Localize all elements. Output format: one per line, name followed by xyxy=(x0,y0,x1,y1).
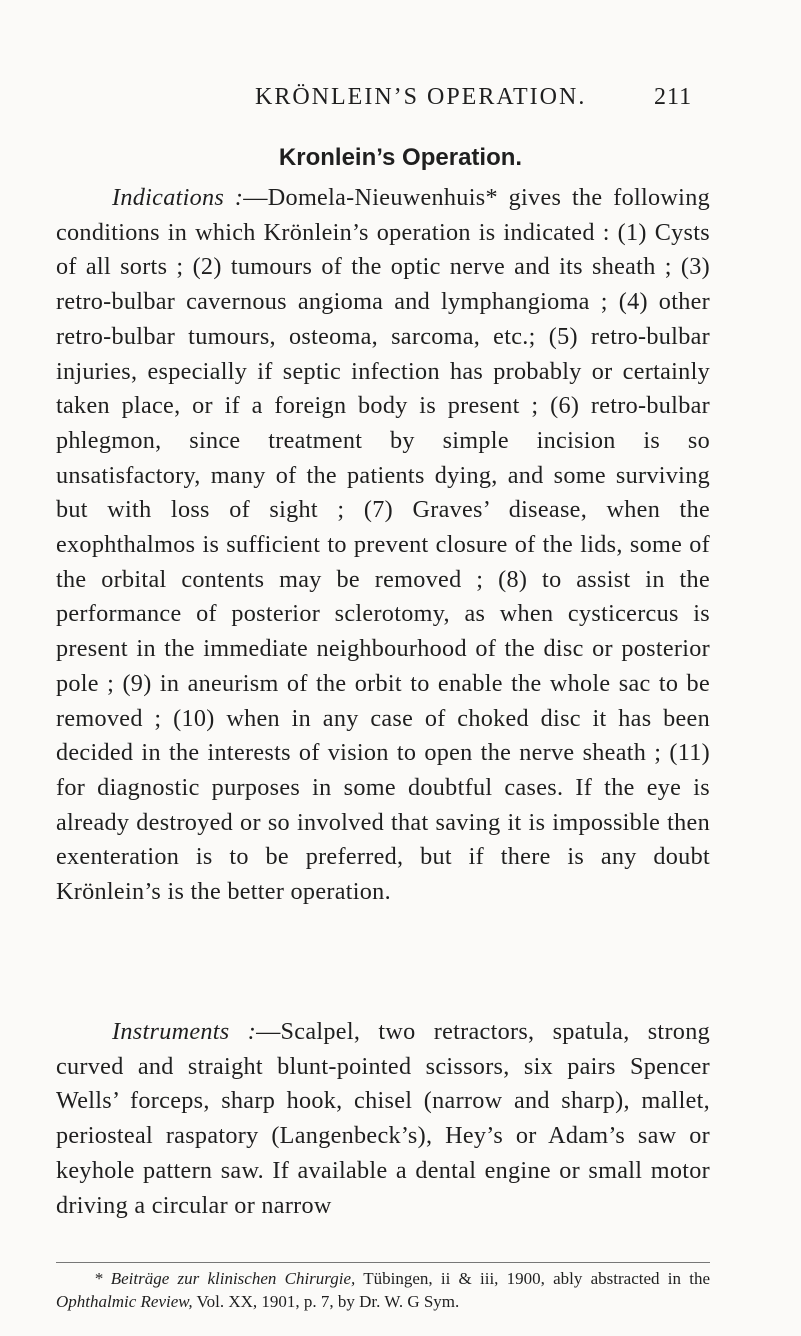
page-number: 211 xyxy=(654,84,693,110)
footnote-marker: * xyxy=(94,1269,103,1288)
indications-lead: Indications : xyxy=(112,184,244,211)
instruments-lead: Instruments : xyxy=(112,1018,257,1045)
footnote-text-2: Vol. XX, 1901, p. 7, by Dr. W. G Sym. xyxy=(192,1292,460,1311)
footnote-journal: Beiträge zur klinischen Chirurgie, xyxy=(110,1269,356,1288)
running-header xyxy=(0,84,801,124)
indications-text: —Domela-Nieuwenhuis* gives the following conditions in which Krönlein’s operation is indicated : (1) Cysts of all sorts ; (2) tumours of the optic nerve and its sheath ; (3) retro-bulbar cavernous angioma and lymphangioma ; (4) other retro-bulbar tumours, osteoma, sarcoma, etc.; (5) retro-bulbar injuries, especially if septic infection has probably or certainly taken place, or if a foreign body is present ; (6) retro-bulbar phlegmon, since treatment by simple incision is so unsatisfactory, many of the patients dying, and some surviving but with loss of sight ; (7) Graves’ disease, when the exophthalmos is sufficient to prevent closure of the lids, some of the orbital contents may be removed ; (8) to assist in the performance of posterior sclerotomy, as when cysticercus is present in the immediate neighbourhood of the disc or posterior pole ; (9) in aneurism of the orbit to enable the whole sac to be removed ; (10) when in any case of choked disc it has been decided in the interests of vision to open the nerve sheath ; (11) for diagnostic purposes in some doubtful cases. If the eye is already destroyed or so involved that saving it is impossible then exenteration is to be preferred, but if there is any doubt Krönlein’s is the better operation. xyxy=(56,184,710,906)
indications-paragraph xyxy=(56,181,710,910)
running-title: KRÖNLEIN’S OPERATION. xyxy=(255,84,587,110)
footnote-text-1: Tübingen, ii & iii, 1900, ably abstracted in the xyxy=(355,1269,710,1288)
instruments-text: —Scalpel, two retractors, spatula, strong curved and straight blunt-pointed scissors, six pairs Spencer Wells’ forceps, sharp hook, chisel (narrow and sharp), mallet, periosteal raspatory (Langenbeck’s), Hey’s or Adam’s saw or keyhole pattern saw. If available a dental engine or small motor driving a circular or narrow xyxy=(56,1018,710,1219)
footnote xyxy=(56,1267,710,1313)
footnote-review: Ophthalmic Review, xyxy=(56,1292,193,1311)
instruments-paragraph xyxy=(56,1015,710,1223)
section-heading: Kronlein’s Operation. xyxy=(278,144,523,171)
footnote-divider xyxy=(56,1262,710,1263)
